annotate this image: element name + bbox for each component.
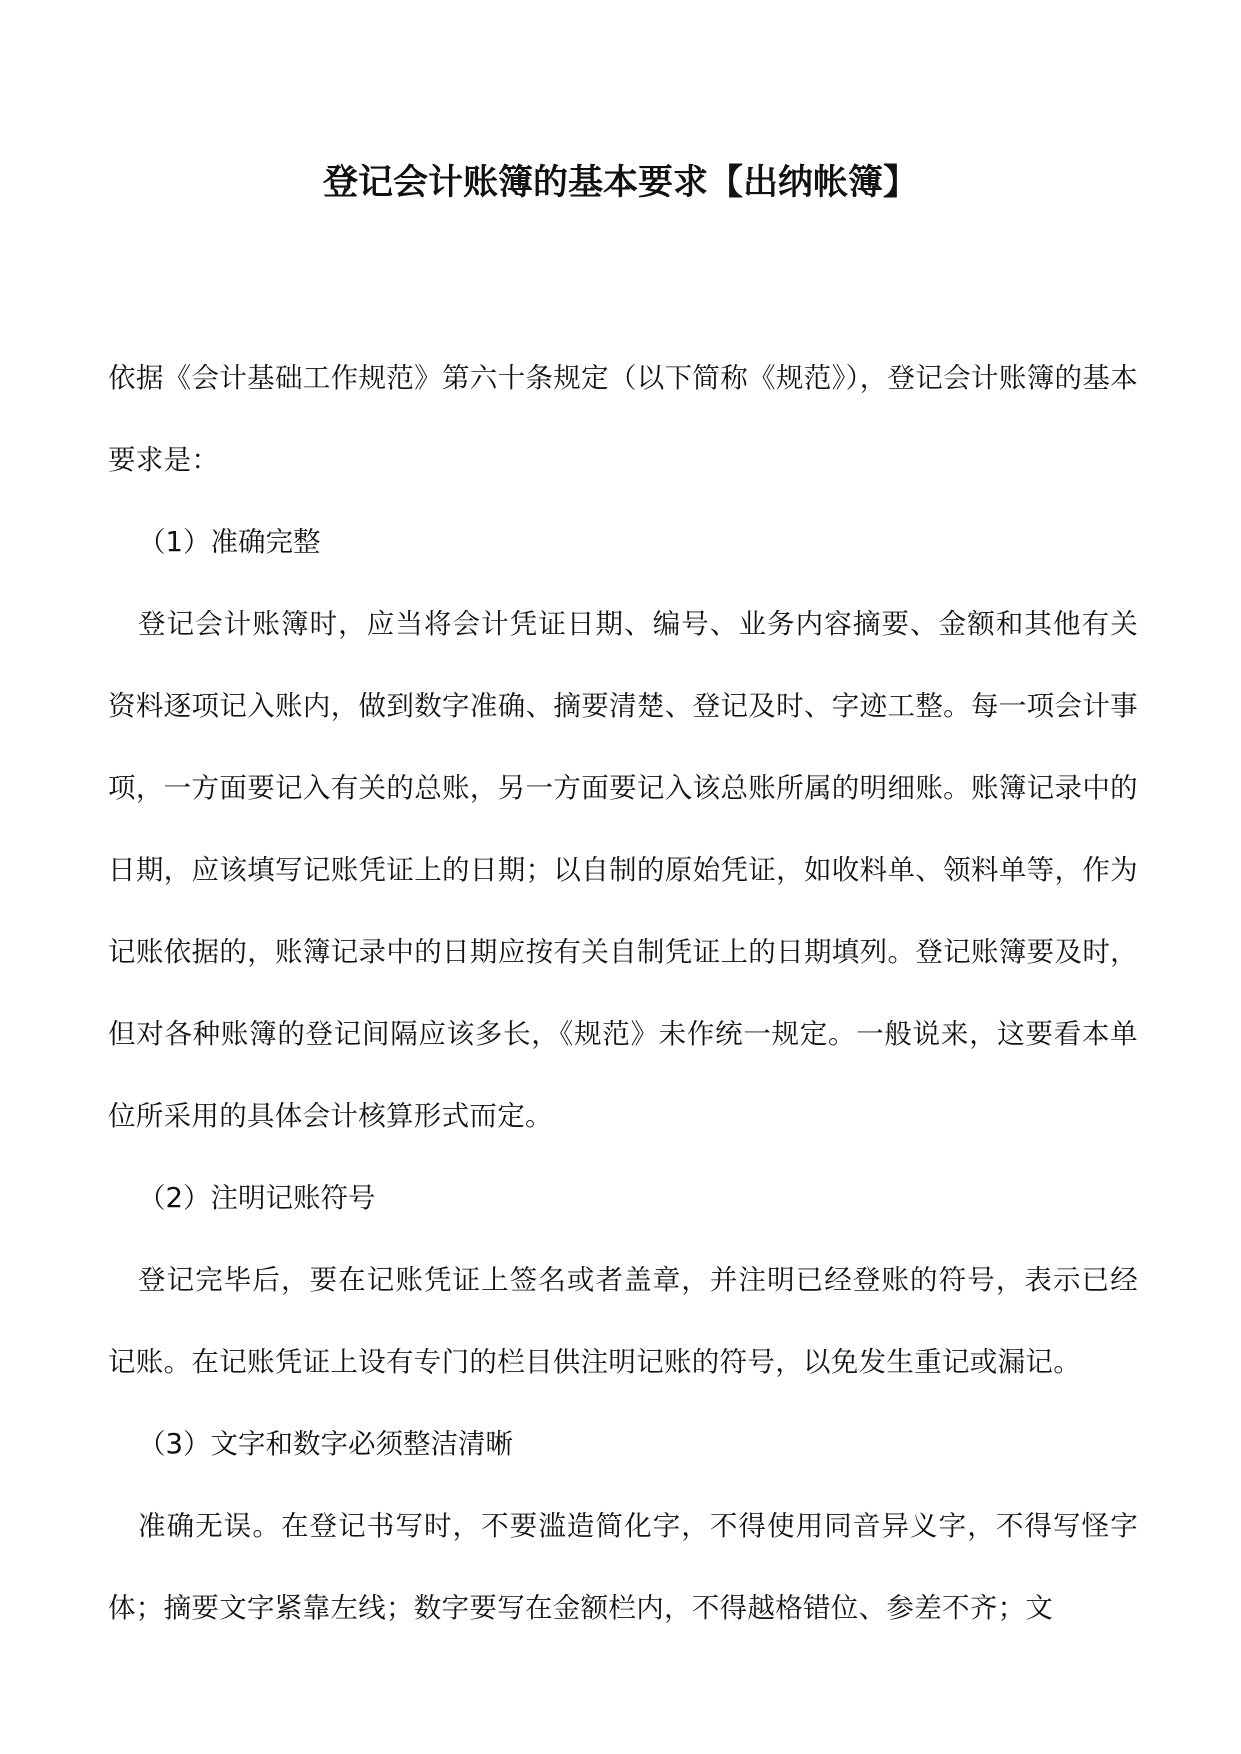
section-body-2: 登记完毕后，要在记账凭证上签名或者盖章，并注明已经登账的符号，表示已经记账。在记账凭证上设有专门的栏目供注明记账的符号，以免发生重记或漏记。 xyxy=(108,1264,1138,1378)
intro-paragraph: 依据《会计基础工作规范》第六十条规定（以下简称《规范》），登记会计账簿的基本要求是： xyxy=(108,362,1138,476)
section-heading-2: （2）注明记账符号 xyxy=(138,1182,376,1214)
section-body-1: 登记会计账簿时，应当将会计凭证日期、编号、业务内容摘要、金额和其他有关资料逐项记入账内，做到数字准确、摘要清楚、登记及时、字迹工整。每一项会计事项，一方面要记入有关的总账，另一方面要记入该总账所属的明细账。账簿记录中的日期，应该填写记账凭证上的日期；以自制的原始凭证，如收料单、领料单等，作为记账依据的，账簿记录中的日期应按有关自制凭证上的日期填列。登记账簿要及时，但对各种账簿的登记间隔应该多长，《规范》未作统一规定。一般说来，这要看本单位所采用的具体会计核算形式而定。 xyxy=(108,608,1138,1132)
section-heading-1: （1）准确完整 xyxy=(138,526,321,558)
section-heading-3: （3）文字和数字必须整洁清晰 xyxy=(138,1428,513,1460)
section-body-3: 准确无误。在登记书写时，不要滥造简化字，不得使用同音异义字，不得写怪字体；摘要文字紧靠左线；数字要写在金额栏内，不得越格错位、参差不齐；文 xyxy=(108,1510,1138,1624)
document-title: 登记会计账簿的基本要求【出纳帐簿】 xyxy=(322,163,918,203)
document-body xyxy=(108,337,1138,1649)
